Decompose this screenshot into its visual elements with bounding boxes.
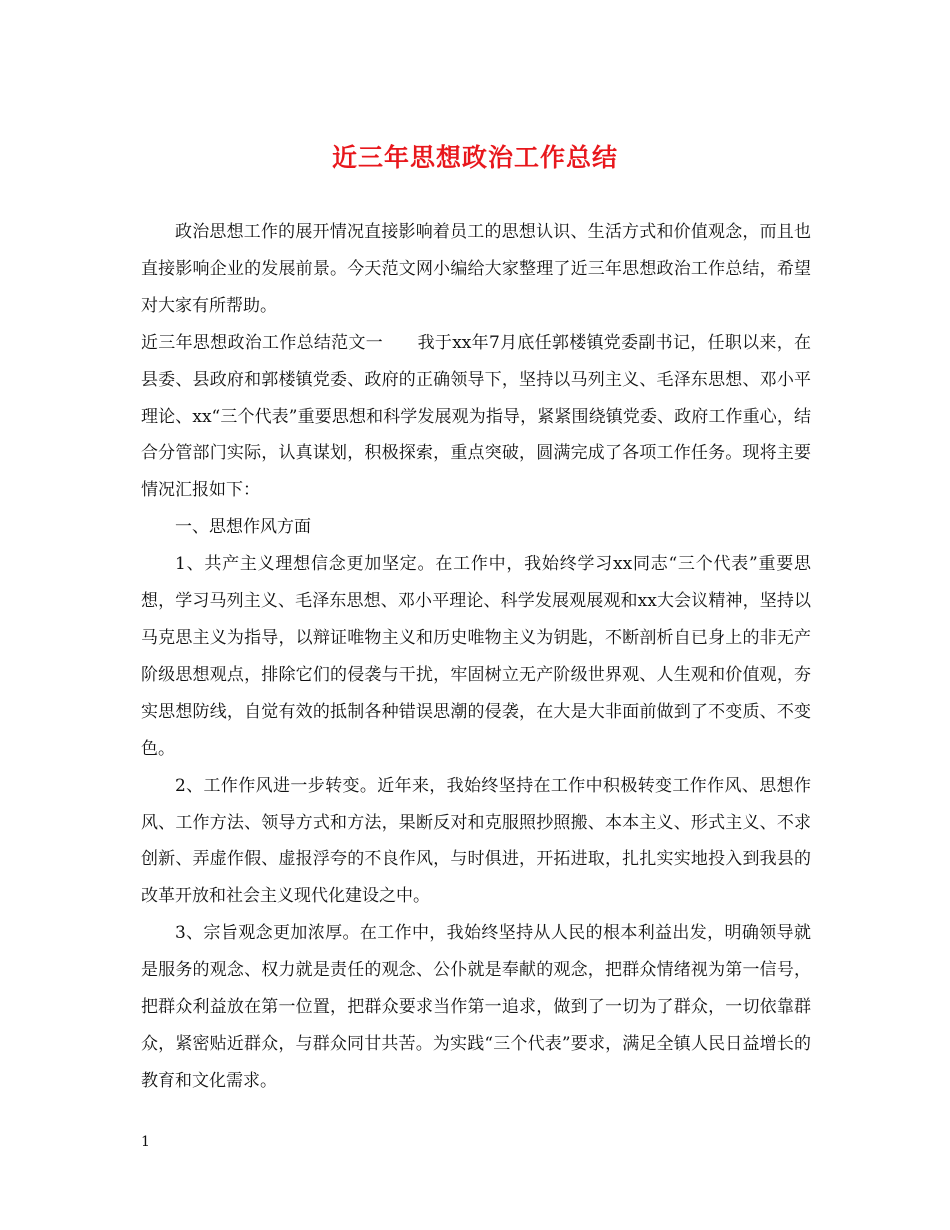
- document-body: [141, 214, 811, 1100]
- sample-one-paragraph: 近三年思想政治工作总结范文一 我于xx年7月底任郭楼镇党委副书记，任职以来，在县委、县政府和郭楼镇党委、政府的正确领导下，坚持以马列主义、毛泽东思想、邓小平理论、xx“三个代表”重要思想和科学发展观为指导，紧紧围绕镇党委、政府工作重心，结合分管部门实际，认真谋划，积极探索，重点突破，圆满完成了各项工作任务。现将主要情况汇报如下：: [141, 332, 811, 501]
- point-three-paragraph: 3、宗旨观念更加浓厚。在工作中，我始终坚持从人民的根本利益出发，明确领导就是服务的观念、权力就是责任的观念、公仆就是奉献的观念，把群众情绪视为第一信号，把群众利益放在第一位置，把群众要求当作第一追求，做到了一切为了群众，一切依靠群众，紧密贴近群众，与群众同甘共苦。为实践“三个代表”要求，满足全镇人民日益增长的教育和文化需求。: [141, 923, 811, 1091]
- point-one-paragraph: 1、共产主义理想信念更加坚定。在工作中，我始终学习xx同志“三个代表”重要思想，学习马列主义、毛泽东思想、邓小平理论、科学发展观展观和xx大会议精神，坚持以马克思主义为指导，以辩证唯物主义和历史唯物主义为钥匙，不断剖析自已身上的非无产阶级思想观点，排除它们的侵袭与干扰，牢固树立无产阶级世界观、人生观和价值观，夯实思想防线，自觉有效的抵制各种错误思潮的侵袭，在大是大非面前做到了不变质、不变色。: [141, 554, 811, 759]
- page-number: 1: [141, 1134, 150, 1150]
- document-title: 近三年思想政治工作总结: [331, 143, 618, 172]
- section-heading: 一、思想作风方面: [175, 517, 311, 538]
- intro-paragraph: 政治思想工作的展开情况直接影响着员工的思想认识、生活方式和价值观念，而且也直接影响企业的发展前景。今天范文网小编给大家整理了近三年思想政治工作总结，希望对大家有所帮助。: [141, 222, 811, 316]
- point-two-paragraph: 2、工作作风进一步转变。近年来，我始终坚持在工作中积极转变工作作风、思想作风、工作方法、领导方式和方法，果断反对和克服照抄照搬、本本主义、形式主义、不求创新、弄虚作假、虚报浮夸的不良作风，与时俱进，开拓进取，扎扎实实地投入到我县的改革开放和社会主义现代化建设之中。: [141, 775, 811, 907]
